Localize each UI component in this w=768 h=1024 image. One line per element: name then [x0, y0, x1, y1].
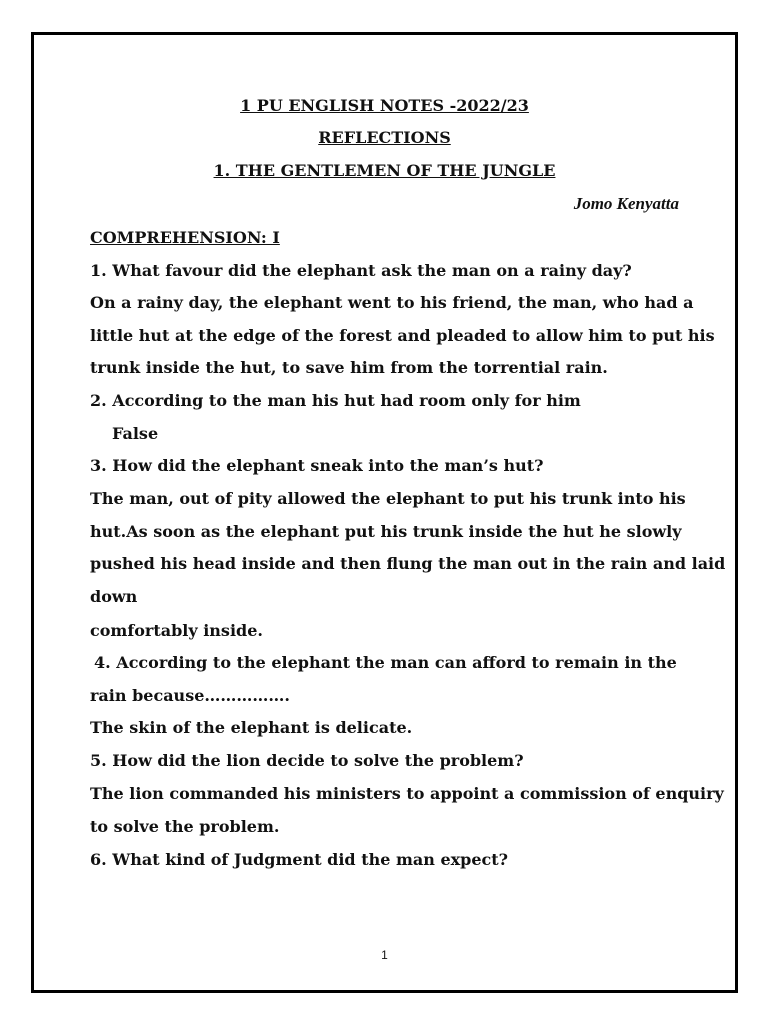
- question-2: 2. According to the man his hut had room only for him: [90, 391, 581, 410]
- answer-3-line: hut.As soon as the elephant put his trunk inside the hut he slowly: [90, 522, 682, 541]
- chapter-title: 1. THE GENTLEMEN OF THE JUNGLE: [213, 161, 556, 180]
- answer-3-line: The man, out of pity allowed the elephant to put his trunk into his: [90, 489, 686, 508]
- answer-3-line: comfortably inside.: [90, 621, 263, 640]
- document-content: [34, 35, 735, 990]
- question-4-continued: rain because…………….: [90, 686, 290, 705]
- answer-3-line: pushed his head inside and then flung the man out in the rain and laid: [90, 554, 726, 573]
- answer-5-line: The lion commanded his ministers to appoint a commission of enquiry: [90, 784, 724, 803]
- document-title: 1 PU ENGLISH NOTES -2022/23: [240, 96, 529, 115]
- question-6: 6. What kind of Judgment did the man expect?: [90, 850, 509, 869]
- answer-1-line: trunk inside the hut, to save him from the torrential rain.: [90, 358, 608, 377]
- question-1: 1. What favour did the elephant ask the man on a rainy day?: [90, 261, 632, 280]
- document-page: [31, 32, 738, 993]
- author-name: Jomo Kenyatta: [573, 194, 679, 213]
- answer-5-line: to solve the problem.: [90, 817, 280, 836]
- question-5: 5. How did the lion decide to solve the problem?: [90, 751, 524, 770]
- answer-4: The skin of the elephant is delicate.: [90, 718, 413, 737]
- page-number: 1: [381, 948, 388, 962]
- answer-1-line: On a rainy day, the elephant went to his friend, the man, who had a: [90, 293, 694, 312]
- answer-2: False: [112, 424, 159, 443]
- section-heading: COMPREHENSION: I: [90, 228, 280, 247]
- question-4: 4. According to the elephant the man can afford to remain in the: [94, 653, 677, 672]
- book-title: REFLECTIONS: [318, 128, 451, 147]
- question-3: 3. How did the elephant sneak into the man’s hut?: [90, 456, 544, 475]
- answer-3-line: down: [90, 587, 138, 606]
- answer-1-line: little hut at the edge of the forest and pleaded to allow him to put his: [90, 326, 715, 345]
